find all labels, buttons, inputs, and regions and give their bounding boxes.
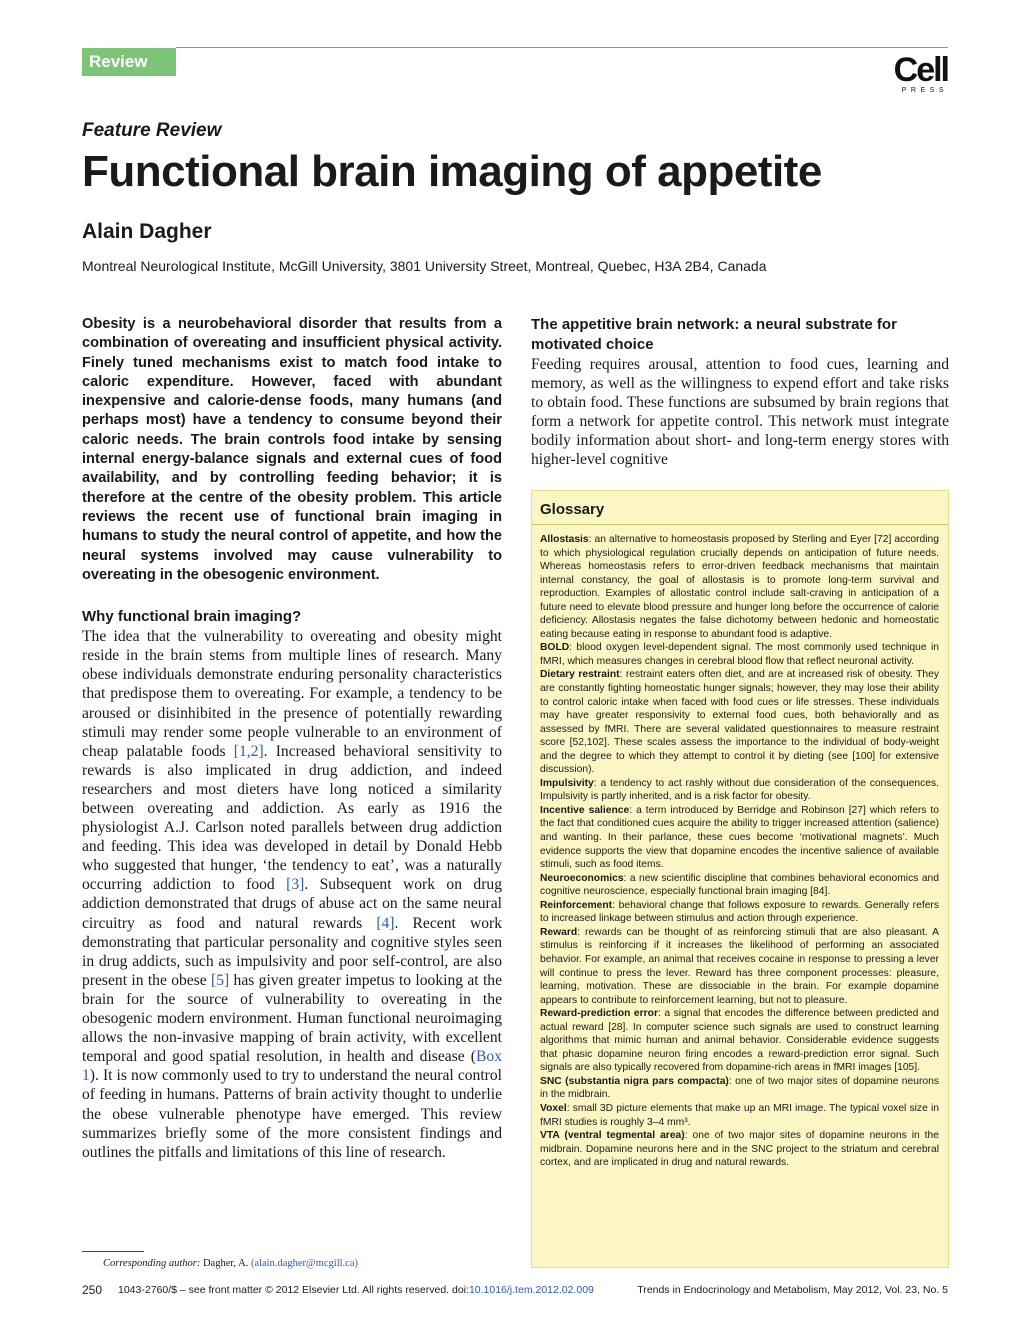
glossary-definition: : behavioral change that follows exposure to rewards. Generally refers to increased linkage between stimulus and action through experience.: [540, 899, 939, 925]
glossary-definition: : a tendency to act rashly without due consideration of the consequences. Impulsivity is partly inherited, and is a risk factor for obesity.: [540, 777, 939, 803]
glossary-entry: [540, 926, 939, 1007]
right-column: [531, 315, 949, 470]
section-heading-network: The appetitive brain network: a neural substrate for motivated choice: [531, 316, 897, 353]
glossary-definition: : a new scientific discipline that combines behavioral economics and cognitive neuroscience, especially functional brain imaging [84].: [540, 872, 939, 898]
glossary-definition: : a term introduced by Berridge and Robinson [27] which refers to the fact that conditioned cues acquire the ability to trigger increased attention (salience) and wanting. In their parlance, these cues become ‘motivational magnets’. Much evidence supports the view that dopamine encodes the incentive salience of available stimuli, such as food items.: [540, 804, 939, 871]
footnote: [103, 1258, 358, 1269]
front-matter: [118, 1284, 594, 1296]
box-link[interactable]: Box 1: [82, 1048, 502, 1085]
glossary-entry: [540, 641, 939, 668]
glossary-definition: : rewards can be thought of as reinforcing stimuli that are also pleasant. A stimulus is reinforcing if it increases the likelihood of performing an associated behavior. For example, an animal that receives cocaine in response to pressing a lever will continue to press the lever. Reward has three component processes: pleasure, learning, motivation. These are dissociable in the brain. For example dopamine appears to contribute to reinforcement learning, but not to pleasure.: [540, 926, 939, 1006]
glossary-definition: : a signal that encodes the difference between predicted and actual reward [28]. In computer science such signals are used to construct learning algorithms that mimic human and animal behavior. Considerable evidence suggests that phasic dopamine neuron firing encodes a reward-prediction error signal. Such signals are also typically recovered from dopamine-rich areas in fMRI images [105].: [540, 1008, 939, 1074]
glossary-entry: [540, 899, 939, 926]
glossary-term: Dietary restraint: [540, 669, 620, 681]
glossary-term: Voxel: [540, 1102, 567, 1114]
author-affiliation: Montreal Neurological Institute, McGill University, 3801 University Street, Montreal, Quebec, H3A 2B4, Canada: [82, 258, 767, 274]
glossary-definition: : one of two major sites of dopamine neurons in the midbrain. Dopamine neurons here and in the SNC project to the striatum and cerebral cortex, and are implicated in drug and natural rewards.: [540, 1130, 939, 1169]
glossary-box: [531, 490, 949, 1268]
article-type: Feature Review: [82, 120, 222, 141]
glossary-term: Impulsivity: [540, 777, 594, 789]
text-run: has given greater impetus to looking at the brain for the source of vulnerability to overeating in the obesogenic modern environment. Human functional neuroimaging allows the non-invasive mapping of brain activity, with excellent temporal and good spatial resolution, in health and disease (: [82, 971, 503, 1066]
glossary-definition: : small 3D picture elements that make up an MRI image. The typical voxel size in fMRI studies is roughly 3–4 mm³.: [540, 1102, 939, 1128]
journal-citation: Trends in Endocrinology and Metabolism, May 2012, Vol. 23, No. 5: [637, 1284, 948, 1296]
glossary-rule: [532, 524, 948, 525]
glossary-term: Reinforcement: [540, 899, 613, 911]
glossary-title: Glossary: [540, 501, 605, 518]
glossary-definition: : blood oxygen level-dependent signal. The most commonly used technique in fMRI, which measures changes in cerebral blood flow that reflect neuronal activity.: [540, 642, 939, 667]
text-run: . Subsequent work on drug addiction demonstrated that drugs of abuse act on the same neural circuitry as food and natural rewards: [82, 876, 502, 932]
header-rule: [176, 47, 948, 48]
copyright-text: 1043-2760/$ – see front matter © 2012 Elsevier Ltd. All rights reserved. doi:: [118, 1284, 469, 1296]
glossary-term: BOLD: [540, 642, 570, 654]
glossary-entry: [540, 872, 939, 899]
glossary-term: Reward: [540, 926, 578, 938]
glossary-entry: [540, 777, 939, 804]
footnote-rule: [82, 1251, 144, 1252]
section-why-text: [82, 627, 502, 1162]
glossary-entry: [540, 533, 939, 641]
citation-link[interactable]: [5]: [211, 971, 230, 989]
footnote-name: Dagher, A.: [202, 1258, 249, 1269]
text-run: ). It is now commonly used to try to understand the neural control of feeding in humans. Patterns of brain activity thought to underlie the obese vulnerable phenotype have emerged. This review summarizes briefly some of the more consistent findings and outlines the pitfalls and limitations of this line of research.: [82, 1067, 502, 1161]
logo-text: Cell: [893, 51, 948, 89]
text-run: . Increased behavioral sensitivity to rewards is also implicated in drug addiction, and indeed researchers and most dieters have long noticed a similarity between overeating and addiction. As early as 1916 the physiologist A.J. Carlson noted parallels between drug addiction and feeding. This idea was developed in detail by Donald Hebb who suggested that hunger, ‘the tendency to eat’, was a naturally occurring addiction to food: [82, 742, 502, 894]
citation-link[interactable]: [4]: [376, 914, 395, 932]
glossary-entry: [540, 1007, 939, 1075]
glossary-entry: [540, 1075, 939, 1102]
article-author: Alain Dagher: [82, 220, 212, 243]
article-title: Functional brain imaging of appetite: [82, 147, 822, 196]
text-run: . Recent work demonstrating that particular personality and cognitive styles seen in drug addicts, such as impulsivity and poor self-control, are also present in the obese: [82, 914, 502, 989]
doi-link[interactable]: 10.1016/j.tem.2012.02.009: [468, 1284, 594, 1296]
abstract: Obesity is a neurobehavioral disorder that results from a combination of overeating and insufficient physical activity. Finely tuned mechanisms exist to match food intake to caloric expenditure. However, faced with abundant inexpensive and calorie-dense foods, many humans (and perhaps most) have a tendency to consume beyond their caloric needs. The brain controls food intake by sensing internal energy-balance signals and external cues of food availability, and by controlling feeding behavior; it is therefore at the centre of the obesity problem. This article reviews the recent use of functional brain imaging in humans to study the neural control of appetite, and how the neural systems involved may cause vulnerability to overeating in the obesogenic environment.: [82, 316, 502, 583]
glossary-entry: [540, 804, 939, 872]
glossary-term: VTA (ventral tegmental area): [540, 1130, 685, 1142]
glossary-entry: [540, 1102, 939, 1129]
glossary-entry: [540, 1129, 939, 1170]
citation-link[interactable]: [1,2]: [233, 742, 264, 760]
glossary-definition: : one of two major sites of dopamine neurons in the midbrain.: [540, 1075, 939, 1101]
glossary-term: Reward-prediction error: [540, 1008, 658, 1020]
section-heading-why: Why functional brain imaging?: [82, 608, 302, 626]
glossary-entry: [540, 668, 939, 776]
text-run: The idea that the vulnerability to overeating and obesity might reside in the brain stems from multiple lines of research. Many obese individuals demonstrate enduring personality characteristics that predispose them to overeating. For example, a tendency to be aroused or disinhibited in the presence of potentially rewarding stimuli may render some people vulnerable to an environment of cheap palatable foods: [82, 628, 502, 760]
glossary-list: [540, 533, 939, 1170]
section-network-text: Feeding requires arousal, attention to food cues, learning and memory, as well as the willingness to expend effort and take risks to obtain food. These functions are subsumed by brain regions that form a network for appetite control. This network must integrate bodily information about short- and long-term energy stores with higher-level cognitive: [531, 356, 949, 469]
glossary-term: Incentive salience: [540, 804, 630, 816]
review-tag: Review: [82, 48, 176, 76]
glossary-term: Allostasis: [540, 534, 589, 545]
glossary-definition: : restraint eaters often diet, and are at increased risk of obesity. They are constantly fighting homeostatic hunger signals; however, they may lose their ability to control caloric intake when faced with food cues or life stresses. These individuals may have greater responsivity to external food cues, both behaviorally and as assessed by fMRI. There are several validated questionnaires to measure restraint score [52,102]. These scales assess the importance to the individual of body-weight and the degree to which they attempt to control it by dieting (see [100] for extensive discussion).: [540, 669, 939, 776]
footnote-label: Corresponding author:: [103, 1258, 201, 1269]
glossary-term: SNC (substantia nigra pars compacta): [540, 1075, 729, 1087]
logo-subtext: PRESS: [901, 87, 948, 94]
glossary-definition: : an alternative to homeostasis proposed by Sterling and Eyer [72] according to which physiological regulation crucially depends on anticipation of future needs. Whereas homeostasis refers to error-driven feedback mechanisms that maintain internal constancy, the goal of allostasis is to promote long-term survival and reproduction. Examples of allostatic control include salt-craving in anticipation of a future need to elevate blood pressure and hunger long before the occurrence of calorie deficiency. Allostasis negates the false dichotomy between hedonic and homeostatic eating because eating in response to abundant food is adaptive.: [540, 534, 939, 640]
author-email-link[interactable]: (alain.dagher@mcgill.ca): [250, 1258, 358, 1269]
left-column: [82, 315, 502, 1162]
glossary-term: Neuroeconomics: [540, 872, 624, 884]
citation-link[interactable]: [3]: [286, 876, 305, 894]
cell-press-logo: [884, 51, 948, 98]
page-number: 250: [82, 1283, 103, 1297]
